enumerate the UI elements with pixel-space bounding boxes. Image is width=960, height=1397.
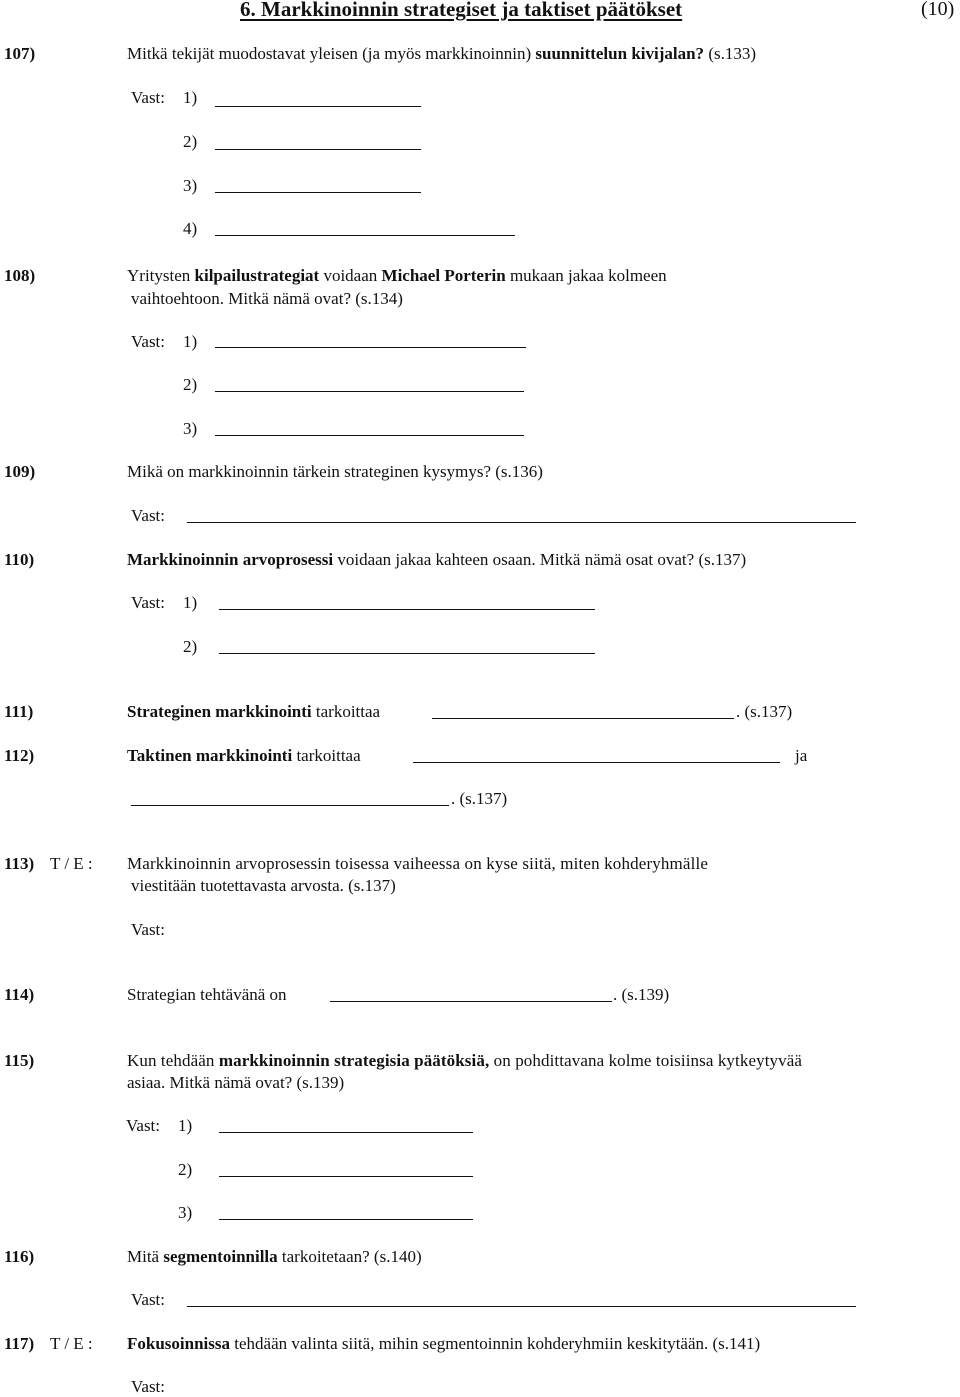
answer-number: 1) <box>178 1116 193 1135</box>
question-number: 108) <box>4 266 36 285</box>
answer-line[interactable] <box>215 235 515 236</box>
answer-number: 2) <box>178 1160 193 1179</box>
answer-line[interactable] <box>330 1001 612 1002</box>
answer-line[interactable] <box>219 1176 473 1177</box>
answer-line[interactable] <box>215 106 421 107</box>
question-number: 115) <box>4 1051 35 1070</box>
answer-number: 1) <box>183 593 198 612</box>
question-text: Kun tehdään markkinoinnin strategisia päätöksiä, on pohdittavana kolme toisiinsa kytkeytyvää <box>127 1051 803 1070</box>
answer-number: 3) <box>183 176 198 195</box>
question-number: 114) <box>4 985 35 1004</box>
section-points: (10) <box>921 0 955 20</box>
answer-line[interactable] <box>215 391 524 392</box>
connector-word: ja <box>795 746 808 765</box>
answer-label: Vast: <box>131 1377 165 1396</box>
page-reference: . (s.137) <box>451 789 508 808</box>
question-text: Markkinoinnin arvoprosessi voidaan jakaa kahteen osaan. Mitkä nämä osat ovat? (s.137) <box>127 550 747 569</box>
answer-number: 1) <box>183 88 198 107</box>
true-false-tag: T / E : <box>50 854 93 873</box>
question-text: Strateginen markkinointi tarkoittaa <box>127 702 381 721</box>
answer-label: Vast: <box>131 920 165 939</box>
true-false-tag: T / E : <box>50 1334 93 1353</box>
answer-line[interactable] <box>215 192 421 193</box>
answer-line[interactable] <box>131 805 449 806</box>
question-text-line2: vaihtoehtoon. Mitkä nämä ovat? (s.134) <box>131 289 403 308</box>
question-number: 109) <box>4 462 36 481</box>
question-text: Fokusoinnissa tehdään valinta siitä, mihin segmentoinnin kohderyhmiin keskitytään. (s.141) <box>127 1334 761 1353</box>
answer-label: Vast: <box>131 332 165 351</box>
answer-line[interactable] <box>215 149 421 150</box>
answer-number: 1) <box>183 332 198 351</box>
question-number: 113) <box>4 854 35 873</box>
answer-line[interactable] <box>215 347 526 348</box>
question-number: 112) <box>4 746 35 765</box>
answer-number: 2) <box>183 132 198 151</box>
answer-label: Vast: <box>131 593 165 612</box>
question-text-line2: asiaa. Mitkä nämä ovat? (s.139) <box>127 1073 345 1092</box>
answer-label: Vast: <box>126 1116 160 1135</box>
answer-label: Vast: <box>131 1290 165 1309</box>
section-title: 6. Markkinoinnin strategiset ja taktiset päätökset <box>240 0 683 21</box>
page-reference: . (s.139) <box>613 985 670 1004</box>
question-number: 116) <box>4 1247 35 1266</box>
answer-line[interactable] <box>413 762 780 763</box>
question-number: 110) <box>4 550 35 569</box>
page-reference: . (s.137) <box>736 702 793 721</box>
question-text: Mitä segmentoinnilla tarkoitetaan? (s.140) <box>127 1247 422 1266</box>
answer-line[interactable] <box>215 435 524 436</box>
question-number: 107) <box>4 44 36 63</box>
answer-line[interactable] <box>187 1306 856 1307</box>
answer-number: 4) <box>183 219 198 238</box>
answer-number: 3) <box>183 419 198 438</box>
answer-line[interactable] <box>187 522 856 523</box>
question-text: Mitkä tekijät muodostavat yleisen (ja myös markkinoinnin) suunnittelun kivijalan? (s.133) <box>127 44 757 63</box>
answer-line[interactable] <box>219 1219 473 1220</box>
answer-line[interactable] <box>219 609 595 610</box>
question-text: Yritysten kilpailustrategiat voidaan Michael Porterin mukaan jakaa kolmeen <box>127 266 667 285</box>
question-number: 117) <box>4 1334 35 1353</box>
question-text: Mikä on markkinoinnin tärkein strateginen kysymys? (s.136) <box>127 462 543 481</box>
answer-number: 3) <box>178 1203 193 1222</box>
question-text: Markkinoinnin arvoprosessin toisessa vaiheessa on kyse siitä, miten kohderyhmälle <box>127 854 709 873</box>
question-text-line2: viestitään tuotettavasta arvosta. (s.137) <box>131 876 396 895</box>
question-text: Taktinen markkinointi tarkoittaa <box>127 746 361 765</box>
answer-line[interactable] <box>219 653 595 654</box>
answer-line[interactable] <box>432 718 734 719</box>
answer-number: 2) <box>183 637 198 656</box>
question-text: Strategian tehtävänä on <box>127 985 287 1004</box>
question-number: 111) <box>4 702 34 721</box>
answer-line[interactable] <box>219 1132 473 1133</box>
answer-label: Vast: <box>131 506 165 525</box>
answer-label: Vast: <box>131 88 165 107</box>
answer-number: 2) <box>183 375 198 394</box>
